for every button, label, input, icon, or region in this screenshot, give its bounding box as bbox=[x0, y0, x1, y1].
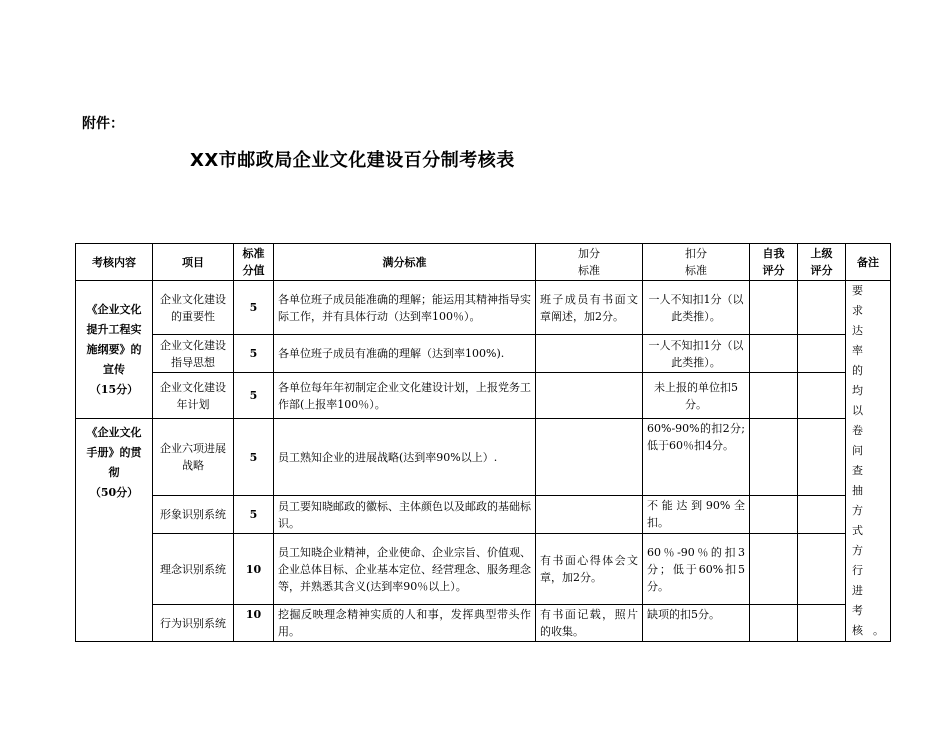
category-cell: 《企业文化 提升工程实 施纲要》的 宣传 （15分） bbox=[76, 281, 153, 419]
upper-score-cell[interactable] bbox=[798, 281, 846, 335]
score-cell: 10 bbox=[234, 534, 274, 605]
full-standard-cell: 员工要知晓邮政的徽标、主体颜色以及邮政的基础标识。 bbox=[274, 496, 536, 534]
bonus-cell: 班子成员有书面文章阐述，加2分。 bbox=[536, 281, 643, 335]
upper-score-cell[interactable] bbox=[798, 419, 846, 496]
table-row bbox=[76, 419, 891, 496]
self-score-cell[interactable] bbox=[750, 373, 798, 419]
table-row bbox=[76, 373, 891, 419]
upper-score-cell[interactable] bbox=[798, 335, 846, 373]
deduct-cell: 60％-90％的扣3分；低于60%扣5分。 bbox=[643, 534, 750, 605]
bonus-cell bbox=[536, 335, 643, 373]
table-row bbox=[76, 534, 891, 605]
table-row bbox=[76, 335, 891, 373]
score-cell: 5 bbox=[234, 373, 274, 419]
self-score-cell[interactable] bbox=[750, 281, 798, 335]
header-remark: 备注 bbox=[846, 244, 891, 281]
upper-score-cell[interactable] bbox=[798, 534, 846, 605]
full-standard-cell: 员工熟知企业的进展战略(达到率90%以上）. bbox=[274, 419, 536, 496]
score-cell: 5 bbox=[234, 335, 274, 373]
table-row bbox=[76, 496, 891, 534]
header-upper-score: 上级 评分 bbox=[798, 244, 846, 281]
full-standard-cell: 各单位班子成员能准确的理解；能运用其精神指导实际工作，并有具体行动（达到率100％）。 bbox=[274, 281, 536, 335]
header-deduct: 扣分 标准 bbox=[643, 244, 750, 281]
assessment-table bbox=[75, 243, 891, 642]
header-item: 项目 bbox=[153, 244, 234, 281]
deduct-cell: 缺项的扣5分。 bbox=[643, 605, 750, 642]
header-content: 考核内容 bbox=[76, 244, 153, 281]
full-standard-cell: 员工知晓企业精神，企业使命、企业宗旨、价值观、企业总体目标、企业基本定位、经营理念、服务理念等，并熟悉其含义(达到率90％以上）。 bbox=[274, 534, 536, 605]
upper-score-cell[interactable] bbox=[798, 496, 846, 534]
deduct-cell: 一人不知扣1分（以此类推）。 bbox=[643, 281, 750, 335]
full-standard-cell: 各单位每年年初制定企业文化建设计划，上报党务工作部(上报率100％）。 bbox=[274, 373, 536, 419]
score-cell: 5 bbox=[234, 281, 274, 335]
self-score-cell[interactable] bbox=[750, 335, 798, 373]
deduct-cell: 未上报的单位扣5分。 bbox=[643, 373, 750, 419]
header-row bbox=[76, 244, 891, 281]
table-row bbox=[76, 281, 891, 335]
deduct-cell: 不能达到90%全扣。 bbox=[643, 496, 750, 534]
item-cell: 企业文化建设的重要性 bbox=[153, 281, 234, 335]
score-cell: 5 bbox=[234, 419, 274, 496]
table-row bbox=[76, 605, 891, 642]
remark-cell: 要 求 达 率 的 均 以 卷 问 查 抽 方 式 方 行 进 考 核。 bbox=[846, 281, 891, 642]
item-cell: 理念识别系统 bbox=[153, 534, 234, 605]
self-score-cell[interactable] bbox=[750, 534, 798, 605]
header-score: 标准 分值 bbox=[234, 244, 274, 281]
deduct-cell: 60%-90%的扣2分;低于60％扣4分。 bbox=[643, 419, 750, 496]
header-full-standard: 满分标准 bbox=[274, 244, 536, 281]
category-cell: 《企业文化 手册》的贯 彻 （50分） bbox=[76, 419, 153, 642]
bonus-cell bbox=[536, 496, 643, 534]
item-cell: 行为识别系统 bbox=[153, 605, 234, 642]
upper-score-cell[interactable] bbox=[798, 373, 846, 419]
bonus-cell: 有书面记载，照片的收集。 bbox=[536, 605, 643, 642]
deduct-cell: 一人不知扣1分（以此类推）。 bbox=[643, 335, 750, 373]
item-cell: 形象识别系统 bbox=[153, 496, 234, 534]
score-cell: 5 bbox=[234, 496, 274, 534]
item-cell: 企业六项进展战略 bbox=[153, 419, 234, 496]
score-cell: 10 bbox=[234, 605, 274, 642]
self-score-cell[interactable] bbox=[750, 419, 798, 496]
bonus-cell: 有书面心得体会文章，加2分。 bbox=[536, 534, 643, 605]
attachment-label: 附件： bbox=[82, 116, 124, 132]
bonus-cell bbox=[536, 419, 643, 496]
item-cell: 企业文化建设指导思想 bbox=[153, 335, 234, 373]
page-title: XX市邮政局企业文化建设百分制考核表 bbox=[190, 150, 515, 171]
item-cell: 企业文化建设年计划 bbox=[153, 373, 234, 419]
full-standard-cell: 各单位班子成员有准确的理解（达到率100%). bbox=[274, 335, 536, 373]
self-score-cell[interactable] bbox=[750, 605, 798, 642]
upper-score-cell[interactable] bbox=[798, 605, 846, 642]
bonus-cell bbox=[536, 373, 643, 419]
self-score-cell[interactable] bbox=[750, 496, 798, 534]
header-bonus: 加分 标准 bbox=[536, 244, 643, 281]
full-standard-cell: 挖掘反映理念精神实质的人和事，发挥典型带头作用。 bbox=[274, 605, 536, 642]
header-self-score: 自我 评分 bbox=[750, 244, 798, 281]
